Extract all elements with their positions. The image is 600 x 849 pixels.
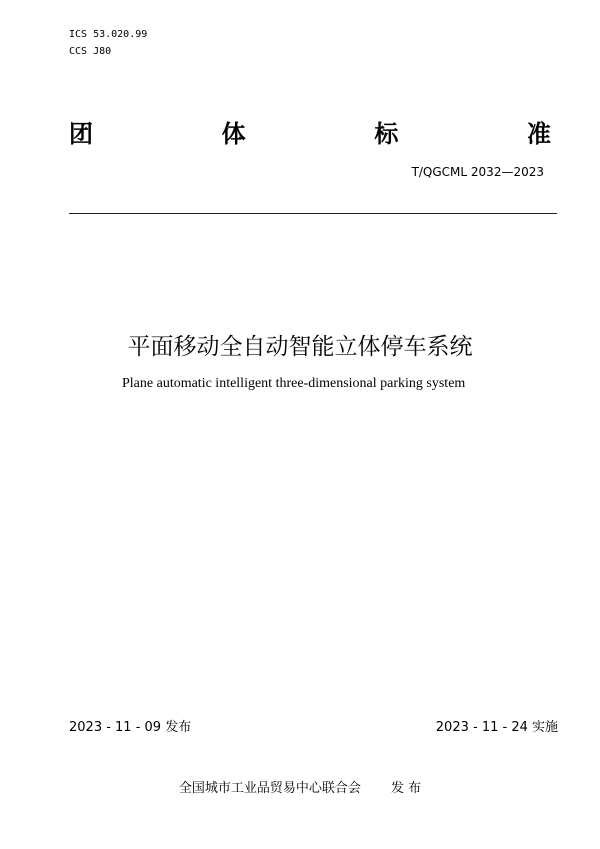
issuer-name: 全国城市工业品贸易中心联合会 xyxy=(178,781,361,796)
issuer-action: 发 布 xyxy=(390,781,422,796)
ccs-code: CCS J80 xyxy=(69,46,112,57)
document-title-english: Plane automatic intelligent three-dimensional parking system xyxy=(122,376,466,391)
standard-type-heading xyxy=(69,113,551,149)
standard-type-char: 准 xyxy=(526,119,551,148)
implement-date: 2023 - 11 - 24 实施 xyxy=(435,720,558,735)
document-title-chinese: 平面移动全自动智能立体停车系统 xyxy=(127,334,473,360)
standard-type-char: 体 xyxy=(221,119,246,148)
standard-type-char: 团 xyxy=(69,119,93,148)
header-divider xyxy=(69,213,557,214)
standard-number: T/QGCML 2032—2023 xyxy=(411,165,544,179)
issuing-organization xyxy=(0,777,600,796)
publish-date: 2023 - 11 - 09 发布 xyxy=(69,720,192,735)
ics-code: ICS 53.020.99 xyxy=(69,29,148,40)
standard-type-char: 标 xyxy=(374,119,399,148)
classification-codes xyxy=(69,26,147,60)
